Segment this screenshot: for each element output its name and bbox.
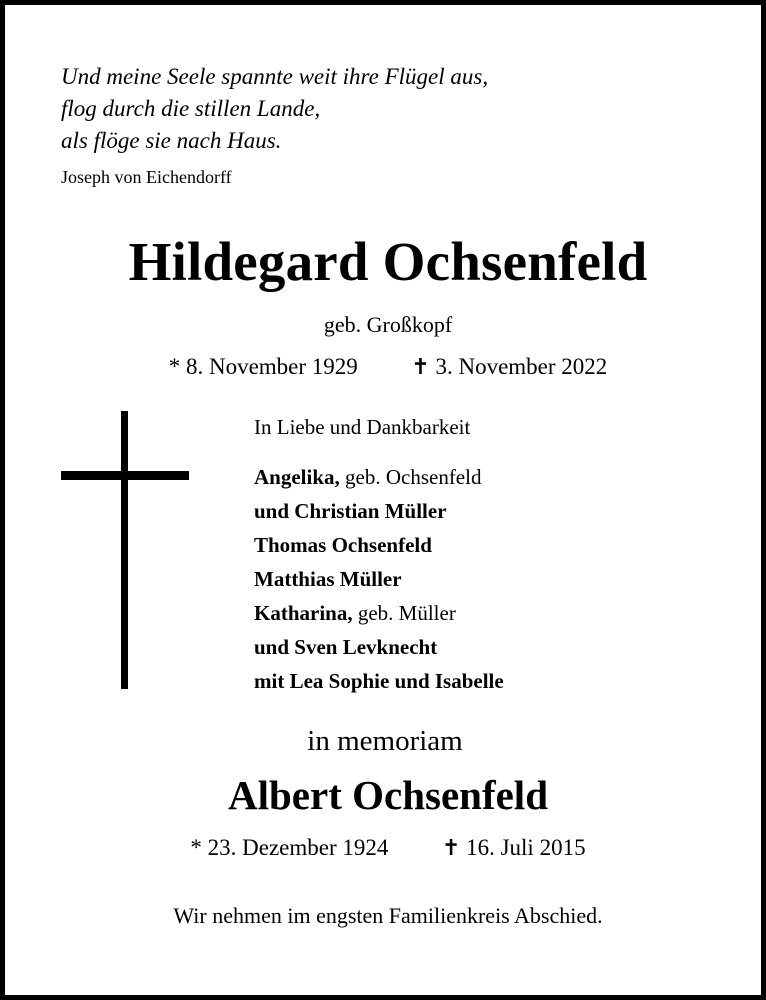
- mourner-line: [254, 664, 504, 698]
- mourner-line: [254, 494, 504, 528]
- closing-line: Wir nehmen im engsten Familienkreis Abschied.: [173, 903, 603, 928]
- mourners-intro: In Liebe und Dankbarkeit: [254, 415, 471, 439]
- mourner-note: geb. Ochsenfeld: [339, 465, 482, 489]
- death-date: 3. November 2022: [435, 354, 608, 379]
- poem: [61, 61, 488, 157]
- mourner-name: Katharina,: [254, 601, 353, 625]
- latin-cross-icon: [121, 411, 128, 689]
- mourner-name: mit Lea Sophie und Isabelle: [254, 669, 504, 693]
- mourner-name: Thomas Ochsenfeld: [254, 533, 432, 557]
- mourner-line: [254, 630, 504, 664]
- mourner-line: [254, 528, 504, 562]
- poem-line: als flöge sie nach Haus.: [61, 128, 282, 153]
- mourners-list: [254, 460, 504, 698]
- death-cross-icon: ✝: [441, 835, 461, 860]
- maiden-name: geb. Großkopf: [323, 312, 453, 337]
- poem-line: Und meine Seele spannte weit ihre Flügel aus,: [61, 64, 489, 89]
- death-cross-icon: ✝: [411, 354, 430, 379]
- mourner-note: geb. Müller: [352, 601, 456, 625]
- death-date: 16. Juli 2015: [466, 835, 586, 860]
- mourner-line: [254, 460, 504, 494]
- birth-symbol: *: [168, 354, 181, 379]
- mourner-name: und Christian Müller: [254, 499, 447, 523]
- birth-date: 8. November 1929: [185, 354, 358, 379]
- deceased-name: Hildegard Ochsenfeld: [128, 231, 648, 292]
- memoriam-label: in memoriam: [307, 725, 463, 757]
- mourner-name: Angelika,: [254, 465, 340, 489]
- poem-line: flog durch die stillen Lande,: [61, 96, 321, 121]
- mourner-line: [254, 562, 504, 596]
- birth-date: 23. Dezember 1924: [207, 835, 389, 860]
- latin-cross-icon-bar: [61, 471, 189, 480]
- poem-author: Joseph von Eichendorff: [61, 167, 232, 187]
- mourner-name: und Sven Levknecht: [254, 635, 438, 659]
- memoriam-dates: [5, 831, 766, 865]
- mourner-name: Matthias Müller: [254, 567, 402, 591]
- mourner-line: [254, 596, 504, 630]
- birth-symbol: *: [190, 835, 202, 860]
- life-dates: [5, 350, 766, 384]
- memoriam-name: Albert Ochsenfeld: [228, 772, 548, 818]
